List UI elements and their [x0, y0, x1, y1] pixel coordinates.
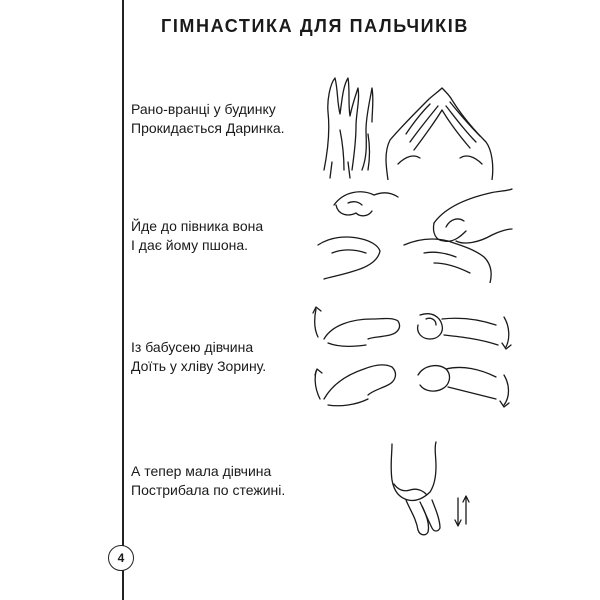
verse-2-line-2: І дає йому пшона.	[131, 237, 249, 253]
palms-together-illustration	[310, 70, 510, 180]
fingers-walking-illustration	[380, 440, 480, 540]
verse-2-line-1: Йде до півника вона	[131, 218, 264, 234]
verse-1-line-2: Прокидається Даринка.	[131, 120, 285, 136]
verse-3-line-1: Із бабусею дівчина	[131, 339, 254, 355]
page-number: 4	[108, 545, 134, 571]
verse-2	[131, 217, 263, 255]
verse-4-line-1: А тепер мала дівчина	[131, 463, 272, 479]
hand-pecking-icon	[314, 183, 514, 283]
hand-milking-icon	[312, 295, 512, 415]
fingers-walking-icon	[380, 440, 480, 540]
verse-1	[131, 100, 285, 138]
margin-line	[122, 0, 124, 600]
page-title: ГІМНАСТИКА ДЛЯ ПАЛЬЧИКІВ	[161, 16, 469, 36]
verse-4-line-2: Пострибала по стежині.	[131, 482, 286, 498]
verse-4	[131, 462, 285, 500]
hand-pecking-illustration	[314, 183, 514, 283]
palms-together-icon	[310, 70, 510, 180]
verse-3	[131, 338, 266, 376]
verse-3-line-2: Доїть у хліву Зорину.	[131, 358, 267, 374]
hand-milking-illustration	[312, 295, 512, 415]
verse-1-line-1: Рано-вранці у будинку	[131, 101, 276, 117]
